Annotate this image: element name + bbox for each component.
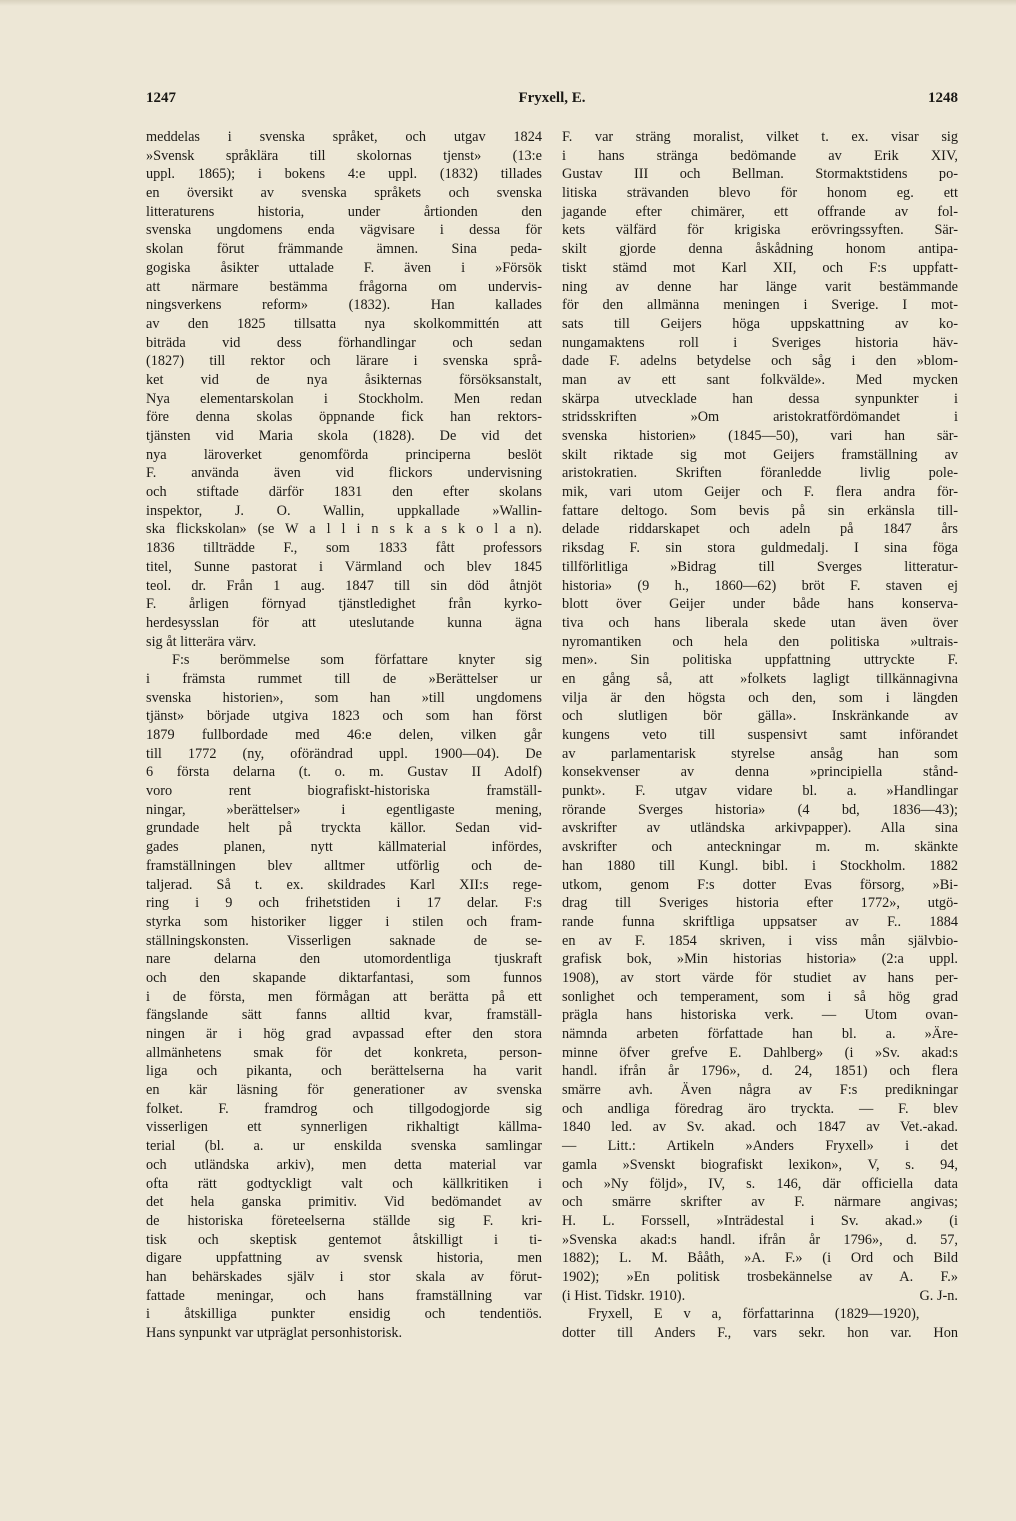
text-line-content: en kär läsning för generationer av svenska xyxy=(146,1082,542,1099)
text-line-content: och smärre skrifter av F. närmare angivas; xyxy=(562,1194,958,1211)
text-line-content: Hans synpunkt var utpräglat personhistorisk. xyxy=(146,1325,403,1341)
text-line xyxy=(146,857,542,876)
text-line xyxy=(562,165,958,184)
text-line xyxy=(562,203,958,222)
text-line xyxy=(146,913,542,932)
text-line xyxy=(146,352,542,371)
text-line xyxy=(562,520,958,539)
text-line xyxy=(146,558,542,577)
left-column xyxy=(146,128,542,1343)
text-line xyxy=(562,969,958,988)
text-line xyxy=(562,801,958,820)
text-line-content: och slutligen bör gälla». Inskränkande av xyxy=(562,708,958,725)
text-line xyxy=(146,446,542,465)
text-line-content: men». Sin politiska uppfattning uttryckte F. xyxy=(562,652,958,669)
text-line-content: avskrifter av utländska arkivpapper). Alla sina xyxy=(562,820,958,837)
text-line xyxy=(146,390,542,409)
text-line xyxy=(562,614,958,633)
text-line xyxy=(146,932,542,951)
text-line xyxy=(562,334,958,353)
text-line-content: meddelas i svenska språket, och utgav 1824 xyxy=(146,129,542,145)
text-line xyxy=(146,334,542,353)
text-line xyxy=(562,1100,958,1119)
text-line-content: gamla »Svenskt biografiskt lexikon», V, s. 94, xyxy=(562,1156,958,1173)
text-line xyxy=(562,876,958,895)
text-line-content: utkom, genom F:s dotter Evas försorg, »Bi- xyxy=(562,876,958,893)
text-line-content: 1882); L. M. Bååth, »A. F.» (i Ord och Bild xyxy=(562,1250,958,1267)
text-line-content: visserligen ett synnerligen rikhaltigt källma- xyxy=(146,1119,542,1136)
text-line-content: konsekvenser av denna »principiella stånd- xyxy=(562,764,958,781)
text-line xyxy=(562,483,958,502)
text-line xyxy=(146,819,542,838)
text-line xyxy=(562,147,958,166)
text-line xyxy=(562,819,958,838)
text-line xyxy=(146,745,542,764)
text-line-content: ställningskonsten. Visserligen saknade de se- xyxy=(146,932,542,949)
text-line-content: i hans stränga bedömande av Erik XIV, xyxy=(562,147,958,164)
text-line xyxy=(562,1118,958,1137)
text-line xyxy=(146,221,542,240)
text-line-content: blott över Geijer under både hans konserva- xyxy=(562,596,958,613)
text-line-content: allmänhetens smak för det konkreta, person- xyxy=(146,1044,542,1061)
text-line xyxy=(146,876,542,895)
page-edge xyxy=(0,0,1016,6)
text-line-content: tillförlitliga »Bidrag till Sverges litteratur- xyxy=(562,558,958,575)
text-line-content: tiskt stämd mot Karl XII, och F:s uppfatt- xyxy=(562,259,958,276)
text-line xyxy=(562,1305,958,1324)
text-line-content: han 1880 till Kungl. bibl. i Stockholm. 1882 xyxy=(562,857,958,874)
text-line-content: före denna skolas öppnande fick han rektors- xyxy=(146,409,542,426)
text-line xyxy=(562,1324,958,1343)
text-line xyxy=(146,1305,542,1324)
text-line-content: dotter till Anders F., vars sekr. hon var. Hon xyxy=(562,1325,958,1341)
text-line xyxy=(562,857,958,876)
text-line-content: jagande efter chimärer, ett offrande av fol- xyxy=(562,203,958,220)
text-line-content: i de första, men förmågan att berätta på ett xyxy=(146,988,542,1005)
text-line-content: 1840 led. av Sv. akad. och 1847 av Vet.-akad. xyxy=(562,1119,958,1136)
text-line xyxy=(146,1193,542,1212)
text-line xyxy=(146,1287,542,1306)
text-line xyxy=(146,1212,542,1231)
text-line-content: nare delarna den utomordentliga tjuskraft xyxy=(146,951,542,968)
text-line xyxy=(146,128,542,147)
text-line-content: fattade meningar, och hans framställning var xyxy=(146,1287,542,1304)
text-line-content: delade riddarskapet och adeln på 1847 års xyxy=(562,521,958,538)
text-line xyxy=(562,221,958,240)
text-line-content: till 1772 (ny, oförändrad uppl. 1900—04). De xyxy=(146,745,542,762)
text-line xyxy=(562,1044,958,1063)
text-line xyxy=(146,1137,542,1156)
text-line-content: titel, Sunne pastorat i Värmland och blev 1845 xyxy=(146,558,542,575)
page-number-left: 1247 xyxy=(146,90,176,106)
text-line-content: taljerad. Så t. ex. skildrades Karl XII:s rege- xyxy=(146,876,542,893)
text-line xyxy=(146,371,542,390)
text-line xyxy=(146,1025,542,1044)
text-line-content: »Svenska akad:s handl. ifrån år 1796», d. 57, xyxy=(562,1231,958,1248)
text-line-content: sig åt litterära värv. xyxy=(146,633,257,650)
text-line xyxy=(146,1324,542,1343)
text-line-content: F:s berömmelse som författare knyter sig xyxy=(172,652,542,669)
text-line xyxy=(562,670,958,689)
text-line xyxy=(562,1249,958,1268)
text-line-content: biträda vid dess förhandlingar och sedan xyxy=(146,334,542,351)
text-line xyxy=(562,689,958,708)
text-line-content: tjänst» började utgiva 1823 och som han först xyxy=(146,708,542,725)
text-line xyxy=(562,464,958,483)
text-line-content: av parlamentarisk styrelse ansåg han som xyxy=(562,745,958,762)
text-line-content: nya läroverket genomförda principerna beslöt xyxy=(146,446,542,463)
text-line xyxy=(146,614,542,633)
text-line-content: fattare deltogo. Som bevis på sin erkänsla till- xyxy=(562,502,958,519)
text-line xyxy=(562,1137,958,1156)
text-line-content: skärpa utvecklade han dessa synpunkter i xyxy=(562,390,958,407)
text-line xyxy=(146,838,542,857)
text-line xyxy=(562,408,958,427)
text-line-content: det hela ganska primitiv. Vid bedömandet av xyxy=(146,1194,542,1211)
text-line xyxy=(146,408,542,427)
text-line xyxy=(146,1231,542,1250)
text-line-content: F. var sträng moralist, vilket t. ex. visar sig xyxy=(562,129,958,145)
text-line xyxy=(562,1006,958,1025)
text-line-content: minne öfver grefve E. Dahlberg» (i »Sv. akad:s xyxy=(562,1044,958,1061)
text-line xyxy=(146,577,542,596)
text-line-content: nyromantiken och hela den politiska »ultrais- xyxy=(562,633,958,650)
text-line xyxy=(146,633,542,652)
text-line-content: 1879 fullbordade med 46:e delen, vilken går xyxy=(146,727,542,743)
text-line-content: skolan förut främmande ämnen. Sina peda- xyxy=(146,241,542,258)
text-line-content: en översikt av svenska språkets och svenska xyxy=(146,185,542,202)
text-line-content: ska flickskolan» (se W a l l i n s k a s k o l a n). xyxy=(146,521,542,538)
text-line xyxy=(146,894,542,913)
text-line-content: skilt riktade sig mot Geijers framställning av xyxy=(562,446,958,463)
running-title: Fryxell, E. xyxy=(518,90,586,106)
text-line-content: stridsskriften »Om aristokratfördömandet i xyxy=(562,409,958,426)
text-line xyxy=(562,240,958,259)
author-signature: G. J-n. xyxy=(919,1287,958,1304)
text-line-content: Fryxell, E v a, författarinna (1829—1920), xyxy=(588,1306,920,1323)
text-line-content: drag till Sveriges historia efter 1772», utgö- xyxy=(562,895,958,912)
text-line xyxy=(562,371,958,390)
text-line xyxy=(146,1156,542,1175)
text-line-content: historia» (9 h., 1860—62) bröt F. staven ej xyxy=(562,577,958,594)
text-line-content: 1908), av stort värde för studiet av hans per- xyxy=(562,969,958,986)
text-line-content: de historiska företeelserna ställde sig F. kri- xyxy=(146,1212,542,1229)
text-line-content: 1902); »En politisk trosbekännelse av A. F.» xyxy=(562,1268,958,1285)
text-line xyxy=(146,539,542,558)
text-line-content: voro rent biografiskt-historiska framställ- xyxy=(146,783,542,800)
text-line xyxy=(146,1249,542,1268)
text-line xyxy=(562,651,958,670)
text-line-content: han behärskades själv i stor skala av förut- xyxy=(146,1268,542,1285)
text-line-content: en gång så, att »folkets lagligt tillkännagivna xyxy=(562,670,958,687)
text-line xyxy=(146,203,542,222)
text-line xyxy=(562,390,958,409)
text-line-content: ning av denne har länge varit bestämmande xyxy=(562,278,958,295)
text-line xyxy=(146,595,542,614)
text-line xyxy=(562,278,958,297)
text-line-content: inspektor, J. O. Wallin, uppkallade »Wallin- xyxy=(146,502,542,519)
text-line xyxy=(146,483,542,502)
text-line xyxy=(562,539,958,558)
text-line xyxy=(562,988,958,1007)
text-line xyxy=(562,1193,958,1212)
text-line-content: gogiska åsikter uttalade F. även i »Försök xyxy=(146,259,542,276)
text-line xyxy=(146,315,542,334)
text-line-content: i åtskilliga punkter ensidig och tendentiös. xyxy=(146,1306,542,1323)
text-line xyxy=(146,427,542,446)
text-line-content: (1827) till rektor och lärare i svenska språ- xyxy=(146,353,542,370)
text-line-content: dade F. adelns betydelse och såg i den »blom- xyxy=(562,353,958,370)
text-line-content: digare uppfattning av svensk historia, men xyxy=(146,1250,542,1267)
text-line-content: tisk och skeptisk gentemot åtskilligt i ti- xyxy=(146,1231,542,1248)
text-line xyxy=(562,1231,958,1250)
text-line-content: nungamaktens roll i Sveriges historia häv- xyxy=(562,334,958,351)
text-line-content: nämnda arbeten författade han bl. a. »Äre- xyxy=(562,1026,958,1042)
text-line-content: kungens veto till suspensivt samt införandet xyxy=(562,727,958,743)
text-line-content: liga och pikanta, och berättelserna ha varit xyxy=(146,1063,542,1080)
text-line xyxy=(146,464,542,483)
text-line xyxy=(146,782,542,801)
text-line xyxy=(146,240,542,259)
text-line xyxy=(562,913,958,932)
text-line-content: 6 första delarna (t. o. m. Gustav II Adolf) xyxy=(146,764,542,781)
text-line-content: litiska strävanden blevo för honom eg. ett xyxy=(562,185,958,202)
text-line xyxy=(146,1268,542,1287)
text-line xyxy=(562,446,958,465)
text-line xyxy=(146,988,542,1007)
text-line-content: rande funna skriftliga uppsatser av F.. 1884 xyxy=(562,913,958,930)
text-line-content: rörande Sverges historia» (4 bd, 1836—43); xyxy=(562,801,958,818)
text-line xyxy=(146,1006,542,1025)
text-line xyxy=(562,838,958,857)
text-line xyxy=(146,1062,542,1081)
text-line-content: kets välfärd för krigiska erövringssyften. Sär- xyxy=(562,222,958,239)
text-line-content: punkt». F. utgav vidare bl. a. »Handlingar xyxy=(562,783,958,800)
right-column xyxy=(562,128,958,1343)
text-line xyxy=(146,296,542,315)
text-line-content: grundade helt på tryckta källor. Sedan vid- xyxy=(146,820,542,837)
text-line-content: 1836 tillträdde F., som 1833 fått professors xyxy=(146,540,542,557)
text-line xyxy=(562,259,958,278)
text-line xyxy=(562,1212,958,1231)
text-line xyxy=(562,932,958,951)
text-line-content: vilja är den högsta och den, som i längden xyxy=(562,689,958,706)
text-line xyxy=(146,147,542,166)
text-line-content: av den 1825 tillsatta nya skolkommittén att xyxy=(146,315,542,332)
text-line-content: sonlighet och temperament, som i så hög grad xyxy=(562,988,958,1005)
text-line-content: tjänsten vid Maria skola (1828). De vid det xyxy=(146,428,542,444)
text-line-content: ningsverkens reform» (1832). Han kallades xyxy=(146,297,542,314)
text-line xyxy=(146,670,542,689)
text-line xyxy=(562,558,958,577)
text-line-content: riksdag F. sin stora guldmedalj. I sina föga xyxy=(562,540,958,557)
text-line-content: och den skapande diktarfantasi, som funnos xyxy=(146,969,542,986)
text-line xyxy=(562,1268,958,1287)
text-line xyxy=(146,1175,542,1194)
text-line xyxy=(562,726,958,745)
text-line xyxy=(146,969,542,988)
text-line-content: att närmare bestämma frågorna om undervis- xyxy=(146,278,542,295)
text-line xyxy=(562,1156,958,1175)
text-line-content: Nya elementarskolan i Stockholm. Men redan xyxy=(146,390,542,407)
text-line-content: F. årligen förnyad tjänstledighet från kyrko- xyxy=(146,596,542,613)
text-line-content: och andliga föredrag äro tryckta. — F. blev xyxy=(562,1100,958,1117)
text-line-content: svenska historien» (1845—50), vari han sär- xyxy=(562,428,958,444)
text-line-content: en av F. 1854 skriven, i viss mån självbio- xyxy=(562,932,958,949)
text-line-content: i främsta rummet till de »Berättelser ur xyxy=(146,670,542,687)
text-line-content: folket. F. framdrog och tillgodogjorde sig xyxy=(146,1100,542,1117)
text-line-content: svenska ungdomens enda vägvisare i dessa för xyxy=(146,222,542,239)
text-line-content: framställningen blev alltmer utförlig och de- xyxy=(146,857,542,874)
text-line-content: ket vid de nya åsikternas försöksanstalt, xyxy=(146,371,542,388)
text-line xyxy=(146,651,542,670)
text-line-content: grafisk bok, »Min historias historia» (2:a uppl. xyxy=(562,951,958,968)
text-line xyxy=(562,502,958,521)
text-line-content: terial (bl. a. ur enskilda svenska samlingar xyxy=(146,1138,542,1155)
text-line xyxy=(146,689,542,708)
text-line-content: litteraturens historia, under årtionden den xyxy=(146,203,542,220)
text-line xyxy=(562,633,958,652)
text-line-content: gades planen, nytt källmaterial infördes, xyxy=(146,839,542,856)
text-line-content: ofta rätt godtyckligt valt och källkritiken i xyxy=(146,1175,542,1192)
text-line xyxy=(562,1287,958,1306)
text-line xyxy=(562,315,958,334)
text-line xyxy=(146,707,542,726)
text-line xyxy=(146,259,542,278)
text-line xyxy=(562,707,958,726)
text-line xyxy=(562,296,958,315)
text-line-content: och utländska arkiv), men detta material var xyxy=(146,1156,542,1173)
text-line-content: och »Ny följd», IV, s. 146, där officiella data xyxy=(562,1175,958,1192)
text-line xyxy=(562,1081,958,1100)
text-line-content: herdesysslan för att uteslutande kunna ägna xyxy=(146,614,542,631)
text-line xyxy=(562,950,958,969)
text-line-content: styrka som historiker ligger i stilen och fram- xyxy=(146,913,542,930)
text-line xyxy=(562,745,958,764)
text-line xyxy=(146,520,542,539)
text-line-content: — Litt.: Artikeln »Anders Fryxell» i det xyxy=(562,1138,958,1155)
text-line-content: smärre avh. Även några av F:s predikningar xyxy=(562,1082,958,1099)
text-line-content: för den allmänna meningen i Sverige. I mot- xyxy=(562,297,958,314)
text-line-content: H. L. Forssell, »Inträdestal i Sv. akad.» (i xyxy=(562,1212,958,1229)
text-line-content: sats till Geijers höga uppskattning av ko- xyxy=(562,315,958,332)
text-line xyxy=(562,894,958,913)
text-line xyxy=(562,1025,958,1044)
text-line-content: prägla hans historiska verk. — Utom ovan- xyxy=(562,1007,958,1024)
text-line xyxy=(562,782,958,801)
text-line-content: skilt gjorde denna åskådning honom antipa- xyxy=(562,241,958,258)
text-line xyxy=(146,1118,542,1137)
text-line-content: mik, vari utom Geijer och F. flera andra för- xyxy=(562,484,958,501)
text-line xyxy=(562,1175,958,1194)
text-line-content: ring i 9 och frihetstiden i 17 delar. F:s xyxy=(146,895,542,912)
text-line-content: F. använda även vid flickors undervisning xyxy=(146,465,542,482)
text-line xyxy=(562,427,958,446)
text-line-content: och stiftade därför 1831 den efter skolans xyxy=(146,484,542,501)
text-line-content: man av ett sant folkvälde». Med mycken xyxy=(562,371,958,388)
text-line xyxy=(562,352,958,371)
text-line xyxy=(562,763,958,782)
text-line xyxy=(146,1100,542,1119)
text-line xyxy=(146,801,542,820)
page-number-right: 1248 xyxy=(928,90,958,106)
text-line-content: avskrifter och anteckningar m. m. skänkte xyxy=(562,839,958,856)
text-line xyxy=(562,184,958,203)
text-line xyxy=(146,184,542,203)
text-line-content: ningen är i hög grad avpassad efter den stora xyxy=(146,1026,542,1042)
running-head xyxy=(146,90,958,112)
text-line xyxy=(562,577,958,596)
text-line xyxy=(146,950,542,969)
text-line xyxy=(562,128,958,147)
text-line-content: »Svensk språklära till skolornas tjenst» (13:e xyxy=(146,147,542,164)
text-line xyxy=(562,595,958,614)
text-line-content: tiva och hans liberala skede utan även över xyxy=(562,614,958,631)
text-line xyxy=(146,165,542,184)
text-line xyxy=(146,763,542,782)
text-line xyxy=(146,1081,542,1100)
text-line-content: teol. dr. Från 1 aug. 1847 till sin död åtnjöt xyxy=(146,577,542,594)
text-line-content: aristokratien. Skriften föranledde livlig pole- xyxy=(562,465,958,482)
text-line-content: uppl. 1865); i bokens 4:e uppl. (1832) tillades xyxy=(146,166,542,183)
text-line-content: ningar, »berättelser» i egentligaste mening, xyxy=(146,801,542,818)
text-line-content: svenska historien», som han »till ungdomens xyxy=(146,689,542,706)
text-line xyxy=(562,1062,958,1081)
text-line xyxy=(146,1044,542,1063)
text-line-content: (i Hist. Tidskr. 1910). xyxy=(562,1287,686,1304)
text-line-content: handl. ifrån år 1796», d. 24, 1851) och flera xyxy=(562,1063,958,1080)
text-line-content: fängslande sätt fanns alltid kvar, framställ- xyxy=(146,1007,542,1024)
text-line xyxy=(146,278,542,297)
text-line xyxy=(146,726,542,745)
text-line xyxy=(146,502,542,521)
text-line-content: Gustav III och Bellman. Stormaktstidens po- xyxy=(562,166,958,183)
